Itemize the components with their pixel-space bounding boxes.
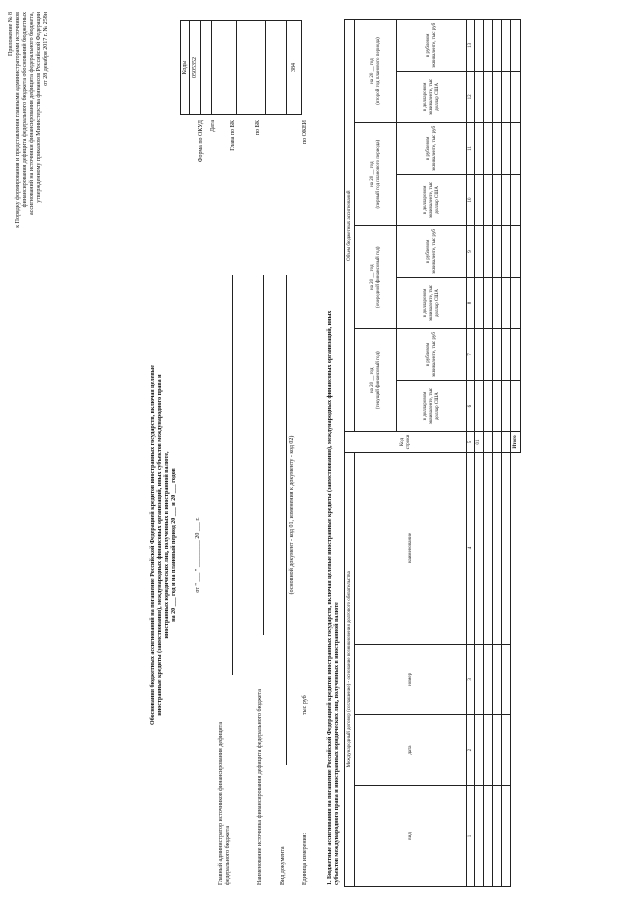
row-code-header: Код строки xyxy=(345,432,467,452)
year1-header: на 20 __ год (текущий финансовый год) xyxy=(355,329,397,432)
admin-label: Главный администратор источников финансирования дефицита федерального бюджета xyxy=(218,722,231,885)
okud-label: Форма по ОКУД xyxy=(198,120,204,163)
appendix-line: утвержденному приказом Министерства финансов Российской Федерации xyxy=(36,12,42,203)
year2-header: на 20 __ год (очередной финансовый год) xyxy=(355,226,397,329)
agreement-header: Международный договор (соглашение) - основание возникновения долгового обязательства xyxy=(345,452,355,886)
year4-header: на 20 __ год (второй год планового периода) xyxy=(355,20,397,123)
total-label: Итого xyxy=(511,432,521,452)
total-row xyxy=(511,20,521,887)
table-row[interactable] xyxy=(493,20,502,887)
year3-rub: в рублевом эквиваленте, тыс руб xyxy=(397,123,467,175)
page-title: Обоснования бюджетных ассигнований на погашение Российской Федерацией кредитов иностранных государств, включая целевые иностранные кредиты (заимствования), международных финансовых организаций, иных субъектов международного права и иностранных юридических лиц, полученных в иностранной валюте, на 20 ___ год и на плановый период 20 ___ и 20 ___ годов xyxy=(150,365,177,725)
table-row[interactable] xyxy=(484,20,493,887)
appendix-block xyxy=(8,12,50,390)
codes-header: Коды xyxy=(181,21,190,115)
table-row[interactable] xyxy=(475,20,484,887)
year3-header: на 20 __ год (первый год планового периода) xyxy=(355,123,397,226)
unit-value: тыс руб xyxy=(302,695,308,715)
budget-table xyxy=(344,19,521,887)
bk-label: по БК xyxy=(255,120,261,136)
appendix-line: ассигнований на источники финансирования дефицита федерального бюджета, xyxy=(29,12,35,215)
year1-usd: в долларовом эквиваленте, тыс доллар США xyxy=(397,380,467,432)
okei-label: по ОКЕИ xyxy=(302,120,308,145)
unit-label: Единица измерения: xyxy=(302,832,308,885)
year4-rub: в рублевом эквиваленте, тыс руб xyxy=(397,20,467,72)
bk-head-value xyxy=(212,21,237,115)
appendix-number: Приложение № 8 xyxy=(8,12,14,56)
table-row[interactable] xyxy=(502,20,511,887)
doc-type-label: Вид документа xyxy=(280,846,286,885)
doc-type-value xyxy=(266,21,287,115)
doc-type-input-line[interactable] xyxy=(286,275,287,765)
codes-table xyxy=(180,20,302,115)
appendix-line: к Порядку формирования и представления главными администраторами источников xyxy=(15,12,21,228)
admin-input-line[interactable] xyxy=(232,275,233,675)
section-heading: 1. Бюджетные ассигнования на погашение Российской Федерацией кредитов иностранных государств, включая целевые иностранные кредиты (заимствования), международных финансовых организаций, иных субъектов международного права и иностранных юридических лиц, полученных в иностранной валюте xyxy=(327,310,340,885)
volume-header: Объем бюджетных ассигнований xyxy=(345,20,355,432)
col-type: вид xyxy=(355,785,467,886)
col-number: номер xyxy=(355,644,467,715)
year2-rub: в рублевом эквиваленте, тыс руб xyxy=(397,226,467,278)
okei-value: 384 xyxy=(287,21,302,115)
appendix-line: от 28 декабря 2017 г. № 258н xyxy=(43,12,49,86)
date-code-label: Дата xyxy=(210,120,216,132)
appendix-line: финансирования дефицита федерального бюджета обоснований бюджетных xyxy=(22,12,28,208)
year3-usd: в долларовом эквиваленте, тыс доллар США xyxy=(397,174,467,226)
date-code-value xyxy=(201,21,212,115)
year1-rub: в рублевом эквиваленте, тыс руб xyxy=(397,329,467,381)
row-code: 01 xyxy=(475,432,484,452)
column-numbers-row: 1 2 3 4 5 6 7 8 9 10 11 12 13 xyxy=(467,20,475,887)
bk-value xyxy=(237,21,266,115)
source-input-line[interactable] xyxy=(263,275,264,635)
date-line: от " ___ " _________ 20 ___ г. xyxy=(195,517,201,593)
doc-type-hint: (основной документ - код 01, изменения к документу - код 02) xyxy=(289,435,295,595)
col-name: наименование xyxy=(355,452,467,644)
year2-usd: в долларовом эквиваленте, тыс доллар США xyxy=(397,277,467,329)
col-date: дата xyxy=(355,715,467,786)
year4-usd: в долларовом эквиваленте, тыс доллар США xyxy=(397,71,467,123)
bk-head-label: Глава по БК xyxy=(230,120,236,151)
okud-value: 0505352 xyxy=(190,21,201,115)
source-label: Наименование источника финансирования дефицита федерального бюджета xyxy=(257,689,263,885)
